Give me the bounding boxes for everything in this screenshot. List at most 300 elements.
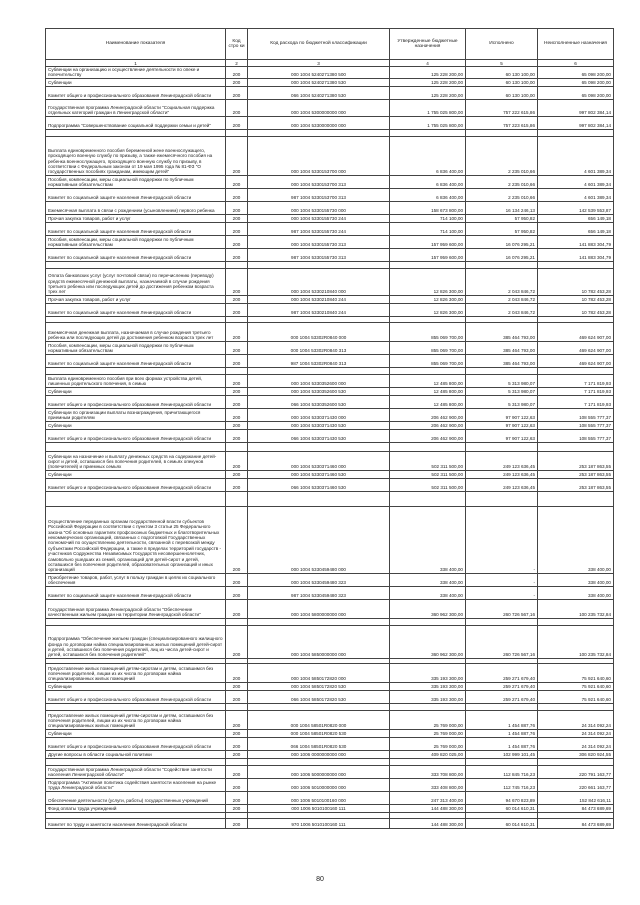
row-unexecuted-amount: 10 782 453,28 [538, 295, 614, 303]
row-unexecuted-amount: 10 782 453,28 [538, 268, 614, 295]
row-name: Комитет по труду и занятости населения Ленинградской области [46, 818, 226, 828]
table-row [46, 136, 614, 175]
row-unexecuted-amount [538, 491, 614, 506]
row-name: Комитет общего и профессионального образования Ленинградской области [46, 690, 226, 703]
table-row [46, 201, 614, 214]
row-classification-code: 987 1004 5330155730 244 [248, 222, 390, 235]
row-classification-code: 000 1004 58501R0820 000 [248, 710, 390, 729]
row-unexecuted-amount [538, 703, 614, 710]
row-name: Субвенции [46, 78, 226, 86]
row-name: Комитет по социальной защите населения Ленинградской области [46, 248, 226, 261]
row-approved-amount: 502 311 500,00 [390, 451, 466, 470]
budget-execution-table [45, 28, 614, 829]
row-name: Комитет общего и профессионального образования Ленинградской области [46, 737, 226, 750]
row-unexecuted-amount: 142 539 553,87 [538, 201, 614, 214]
row-executed-amount: 259 271 679,40 [466, 663, 538, 682]
row-unexecuted-amount: 4 601 389,34 [538, 175, 614, 188]
row-approved-amount: 157 959 600,00 [390, 248, 466, 261]
row-unexecuted-amount: 253 187 863,55 [538, 470, 614, 478]
row-name: Комитет по социальной защите населения Ленинградской области [46, 222, 226, 235]
row-name: Осуществление переданных органам государственной власти субъектов Российской Федерации в соответствии с пунктом 3 статьи 25 Федерального закона "Об основных гарантиях профсоюзных бюджетных и благотворительных некоммерческих организаций, связанных с подготовкой Государственных полномочий по осуществлению деятельности, связанной с перевозкой между субъектами Российской Федерации, а также в пределах территорий государств - участников Содружества Независимых Государств несовершеннолетних, самовольно ушедших из семей, организаций для детей-сирот и детей, оставшихся без попечения родителей, образовательных организаций и иных организаций [46, 506, 226, 573]
table-row [46, 765, 614, 778]
row-classification-code: 066 1004 5330371460 530 [248, 478, 390, 491]
row-executed-amount [466, 703, 538, 710]
row-approved-amount: 338 400,00 [390, 573, 466, 586]
row-approved-amount: 333 708 800,00 [390, 765, 466, 778]
row-line-code: 200 [226, 86, 248, 99]
row-unexecuted-amount: 253 187 863,55 [538, 478, 614, 491]
table-row [46, 573, 614, 586]
row-approved-amount: 855 069 700,00 [390, 354, 466, 367]
row-line-code: 200 [226, 214, 248, 222]
row-classification-code [248, 703, 390, 710]
table-row [46, 758, 614, 765]
table-row [46, 618, 614, 625]
row-approved-amount [390, 261, 466, 268]
row-executed-amount: 97 907 122,63 [466, 408, 538, 421]
table-row [46, 491, 614, 506]
row-name: Предоставление жилых помещений детям-сиротам и детям, оставшимся без попечения родителей, лицам из их числа по договорам найма специализированных жилых помещений [46, 710, 226, 729]
table-row [46, 99, 614, 116]
row-classification-code [248, 367, 390, 374]
row-classification-code: 000 1004 53302R0840 313 [248, 341, 390, 354]
row-name [46, 367, 226, 374]
row-name: Субвенции по организации выплаты вознаграждения, причитающегося приемным родителям [46, 408, 226, 421]
table-header-row [46, 29, 614, 60]
row-executed-amount: 60 014 610,31 [466, 818, 538, 828]
row-classification-code: 000 1004 5330155730 313 [248, 235, 390, 248]
row-unexecuted-amount: 656 149,18 [538, 222, 614, 235]
table-row [46, 421, 614, 429]
row-approved-amount: 12 826 300,00 [390, 303, 466, 316]
row-classification-code: 000 1004 5330155730 000 [248, 201, 390, 214]
row-name [46, 261, 226, 268]
row-executed-amount: 249 123 636,45 [466, 470, 538, 478]
table-row [46, 663, 614, 682]
row-executed-amount: 1 454 887,76 [466, 737, 538, 750]
row-unexecuted-amount: 75 921 640,60 [538, 690, 614, 703]
row-line-code: 200 [226, 116, 248, 129]
row-line-code: 200 [226, 67, 248, 79]
row-name: Выплата единовременного пособия при всех формах устройства детей, лишенных родительского попечения, в семью [46, 374, 226, 387]
row-executed-amount: 112 845 716,23 [466, 765, 538, 778]
row-line-code: 200 [226, 429, 248, 442]
row-classification-code: 000 1006 5000000000 000 [248, 765, 390, 778]
row-unexecuted-amount [538, 261, 614, 268]
row-executed-amount: 102 999 101,45 [466, 750, 538, 758]
row-line-code: 200 [226, 421, 248, 429]
row-classification-code: 000 1006 5010000000 000 [248, 778, 390, 791]
row-executed-amount: 2 043 846,72 [466, 303, 538, 316]
row-executed-amount: 1 454 887,76 [466, 710, 538, 729]
row-unexecuted-amount: 4 601 389,34 [538, 136, 614, 175]
row-unexecuted-amount: 24 314 092,24 [538, 737, 614, 750]
row-line-code: 200 [226, 451, 248, 470]
table-row [46, 129, 614, 136]
row-unexecuted-amount: 469 624 907,00 [538, 354, 614, 367]
row-approved-amount: 12 485 800,00 [390, 395, 466, 408]
row-name [46, 129, 226, 136]
row-line-code: 200 [226, 322, 248, 341]
row-unexecuted-amount: 108 555 777,37 [538, 408, 614, 421]
row-approved-amount: 1 755 025 800,00 [390, 99, 466, 116]
row-approved-amount: 6 836 400,00 [390, 136, 466, 175]
row-unexecuted-amount: 7 171 819,93 [538, 374, 614, 387]
row-approved-amount: 12 826 300,00 [390, 268, 466, 295]
row-approved-amount: 206 462 900,00 [390, 408, 466, 421]
table-row [46, 791, 614, 804]
table-row [46, 586, 614, 599]
row-approved-amount: 855 069 700,00 [390, 322, 466, 341]
row-name: Комитет общего и профессионального образования Ленинградской области [46, 478, 226, 491]
row-executed-amount [466, 758, 538, 765]
row-unexecuted-amount [538, 758, 614, 765]
row-executed-amount: 112 745 716,23 [466, 778, 538, 791]
row-line-code [226, 618, 248, 625]
row-line-code: 200 [226, 136, 248, 175]
table-row [46, 451, 614, 470]
row-classification-code [248, 491, 390, 506]
row-classification-code: 987 1004 5330153700 313 [248, 188, 390, 201]
row-approved-amount: 144 488 300,00 [390, 818, 466, 828]
row-line-code: 200 [226, 625, 248, 658]
row-executed-amount [466, 442, 538, 451]
table-row [46, 750, 614, 758]
row-executed-amount: 60 014 610,31 [466, 804, 538, 812]
row-executed-amount: 249 123 636,45 [466, 451, 538, 470]
row-executed-amount: 259 271 679,40 [466, 682, 538, 690]
row-executed-amount: 757 223 615,86 [466, 116, 538, 129]
table-row [46, 408, 614, 421]
row-approved-amount: 12 485 800,00 [390, 387, 466, 395]
row-unexecuted-amount: 141 883 304,79 [538, 248, 614, 261]
table-row [46, 818, 614, 828]
row-name: Государственная программа Ленинградской области "Обеспечение качественным жильем граждан на территории Ленинградской области" [46, 599, 226, 618]
row-line-code [226, 703, 248, 710]
row-classification-code: 066 1004 5850172820 530 [248, 690, 390, 703]
row-executed-amount: 1 454 887,76 [466, 729, 538, 737]
row-classification-code: 987 1004 5330459480 323 [248, 586, 390, 599]
column-number: 6 [538, 60, 614, 67]
row-classification-code: 000 1004 5850172820 530 [248, 682, 390, 690]
row-line-code: 200 [226, 222, 248, 235]
row-line-code: 200 [226, 573, 248, 586]
row-name: Оплата банковских услуг (услуг почтовой связи) по перечислению (переводу) средств ежемесячной денежной выплаты, назначаемой в случае рождения третьего ребенка или последующих детей до достижения ребенком возраста трех лет [46, 268, 226, 295]
row-line-code: 200 [226, 268, 248, 295]
row-line-code: 200 [226, 750, 248, 758]
table-row [46, 729, 614, 737]
table-row [46, 116, 614, 129]
row-unexecuted-amount: 84 473 689,69 [538, 804, 614, 812]
page-number: 80 [316, 876, 324, 883]
row-name: Пособия, компенсации, меры социальной поддержки по публичным нормативным обязательствам [46, 341, 226, 354]
row-approved-amount: 1 755 025 800,00 [390, 116, 466, 129]
row-name [46, 442, 226, 451]
row-unexecuted-amount: 220 661 163,77 [538, 778, 614, 791]
row-line-code: 200 [226, 354, 248, 367]
row-line-code: 200 [226, 710, 248, 729]
row-line-code [226, 261, 248, 268]
row-approved-amount: 12 826 300,00 [390, 295, 466, 303]
column-number: 4 [390, 60, 466, 67]
row-line-code: 200 [226, 804, 248, 812]
table-row [46, 599, 614, 618]
row-executed-amount: 5 313 980,07 [466, 395, 538, 408]
row-name: Государственная программа Ленинградской области "Социальная поддержка отдельных категорий граждан в Ленинградской области" [46, 99, 226, 116]
row-line-code [226, 129, 248, 136]
row-name: Прочая закупка товаров, работ и услуг [46, 295, 226, 303]
row-classification-code: 000 1004 5330210840 244 [248, 295, 390, 303]
row-line-code: 200 [226, 99, 248, 116]
row-classification-code: 000 1004 5850172820 000 [248, 663, 390, 682]
row-classification-code: 066 1004 58501R0820 530 [248, 737, 390, 750]
row-executed-amount [466, 129, 538, 136]
row-unexecuted-amount [538, 618, 614, 625]
row-name: Фонд оплаты труда учреждений [46, 804, 226, 812]
row-executed-amount: 60 130 100,00 [466, 67, 538, 79]
row-approved-amount: 502 311 500,00 [390, 470, 466, 478]
row-line-code: 200 [226, 201, 248, 214]
row-approved-amount: 157 959 600,00 [390, 235, 466, 248]
table-row [46, 67, 614, 79]
row-name: Субвенции на организацию и осуществление деятельности по опеке и попечительству [46, 67, 226, 79]
row-executed-amount: 2 043 846,72 [466, 268, 538, 295]
row-classification-code: 000 1004 5330371430 530 [248, 421, 390, 429]
row-line-code: 200 [226, 470, 248, 478]
row-unexecuted-amount: 100 235 732,84 [538, 625, 614, 658]
row-executed-amount: 60 130 100,00 [466, 86, 538, 99]
row-unexecuted-amount: 24 314 092,24 [538, 710, 614, 729]
row-approved-amount: 25 769 000,00 [390, 729, 466, 737]
row-unexecuted-amount: 338 400,00 [538, 506, 614, 573]
row-name: Комитет по социальной защите населения Ленинградской области [46, 303, 226, 316]
table-row [46, 470, 614, 478]
row-classification-code [248, 618, 390, 625]
row-approved-amount: 125 228 200,00 [390, 67, 466, 79]
row-classification-code: 000 1004 5330371460 000 [248, 451, 390, 470]
row-unexecuted-amount: 75 921 640,60 [538, 663, 614, 682]
table-row [46, 322, 614, 341]
row-executed-amount: 757 222 615,86 [466, 99, 538, 116]
row-executed-amount: 385 464 793,00 [466, 322, 538, 341]
table-row [46, 374, 614, 387]
row-line-code [226, 442, 248, 451]
row-classification-code: 000 1004 53302R0840 000 [248, 322, 390, 341]
row-line-code: 200 [226, 599, 248, 618]
column-number: 5 [466, 60, 538, 67]
row-executed-amount: 97 907 122,63 [466, 421, 538, 429]
row-unexecuted-amount: 65 098 200,00 [538, 78, 614, 86]
row-unexecuted-amount: 7 171 819,93 [538, 395, 614, 408]
header-line-code: Код стро ки [226, 29, 248, 60]
row-name: Комитет общего и профессионального образования Ленинградской области [46, 395, 226, 408]
row-approved-amount: 25 769 000,00 [390, 710, 466, 729]
row-classification-code: 000 1006 0000000000 000 [248, 750, 390, 758]
row-approved-amount: 714 100,00 [390, 222, 466, 235]
row-approved-amount: 409 820 025,00 [390, 750, 466, 758]
row-executed-amount: 2 235 010,66 [466, 188, 538, 201]
row-approved-amount [390, 129, 466, 136]
row-classification-code: 066 1004 5240271380 530 [248, 86, 390, 99]
row-name: Подпрограмма "Совершенствование социальной поддержки семьи и детей" [46, 116, 226, 129]
row-classification-code: 000 1004 5240271380 500 [248, 67, 390, 79]
row-approved-amount [390, 703, 466, 710]
row-approved-amount: 6 836 400,00 [390, 175, 466, 188]
header-approved: Утвержденные бюджетные назначения [390, 29, 466, 60]
row-name: Пособия, компенсации, меры социальной поддержки по публичным нормативным обязательствам [46, 175, 226, 188]
row-classification-code: 000 1004 5330459480 000 [248, 506, 390, 573]
row-unexecuted-amount: 152 842 616,11 [538, 791, 614, 804]
row-classification-code [248, 129, 390, 136]
row-approved-amount: 338 400,00 [390, 506, 466, 573]
row-name: Государственная программа Ленинградской области "Содействие занятости населения Ленинградской области" [46, 765, 226, 778]
row-approved-amount: 714 100,00 [390, 214, 466, 222]
row-classification-code: 000 1004 5330000000 000 [248, 116, 390, 129]
row-unexecuted-amount: 7 171 819,93 [538, 387, 614, 395]
row-line-code: 200 [226, 235, 248, 248]
row-executed-amount [466, 261, 538, 268]
row-classification-code: 000 1004 5330352600 530 [248, 387, 390, 395]
row-line-code: 200 [226, 78, 248, 86]
row-line-code: 200 [226, 387, 248, 395]
table-row [46, 86, 614, 99]
table-row [46, 354, 614, 367]
row-name: Приобретение товаров, работ, услуг в пользу граждан в целях их социального обеспечения [46, 573, 226, 586]
row-unexecuted-amount: 220 791 163,77 [538, 765, 614, 778]
row-unexecuted-amount: 997 802 384,14 [538, 116, 614, 129]
row-approved-amount: 25 769 000,00 [390, 737, 466, 750]
row-name: Обеспечение деятельности (услуги, работы) государственных учреждений [46, 791, 226, 804]
row-approved-amount: 502 311 500,00 [390, 478, 466, 491]
row-approved-amount [390, 758, 466, 765]
row-classification-code: 000 1004 5330155730 244 [248, 214, 390, 222]
row-unexecuted-amount: 253 187 863,55 [538, 451, 614, 470]
table-row [46, 295, 614, 303]
row-unexecuted-amount: 4 601 389,34 [538, 188, 614, 201]
row-name [46, 491, 226, 506]
row-line-code: 200 [226, 586, 248, 599]
row-classification-code: 000 1004 5330371430 000 [248, 408, 390, 421]
row-name: Субвенции [46, 729, 226, 737]
row-unexecuted-amount [538, 367, 614, 374]
row-unexecuted-amount [538, 129, 614, 136]
row-approved-amount: 144 488 300,00 [390, 804, 466, 812]
row-executed-amount: 16 076 295,21 [466, 248, 538, 261]
column-number: 1 [46, 60, 226, 67]
row-line-code: 200 [226, 341, 248, 354]
row-unexecuted-amount: 84 473 689,69 [538, 818, 614, 828]
row-classification-code: 000 1006 5010100160 111 [248, 804, 390, 812]
row-classification-code: 987 1004 5330155730 313 [248, 248, 390, 261]
row-approved-amount [390, 491, 466, 506]
row-name: Предоставление жилых помещений детям-сиротам и детям, оставшимся без попечения родителей, лицам из их числа по договорам найма специализированных жилых помещений [46, 663, 226, 682]
row-name: Комитет общего и профессионального образования Ленинградской области [46, 86, 226, 99]
row-executed-amount: 385 464 793,00 [466, 354, 538, 367]
row-executed-amount: 259 271 679,40 [466, 690, 538, 703]
table-row [46, 778, 614, 791]
row-approved-amount [390, 367, 466, 374]
row-executed-amount: 5 313 980,07 [466, 387, 538, 395]
row-executed-amount [466, 618, 538, 625]
row-line-code: 200 [226, 408, 248, 421]
table-row [46, 188, 614, 201]
row-approved-amount: 206 462 900,00 [390, 429, 466, 442]
row-unexecuted-amount: 108 555 777,37 [538, 421, 614, 429]
row-name: Подпрограмма "Активная политика содействия занятости населения на рынке труда Ленинградской области" [46, 778, 226, 791]
row-approved-amount: 125 228 200,00 [390, 86, 466, 99]
row-executed-amount: 60 130 100,00 [466, 78, 538, 86]
table-row [46, 268, 614, 295]
row-line-code: 200 [226, 374, 248, 387]
column-number: 2 [226, 60, 248, 67]
table-row [46, 429, 614, 442]
row-unexecuted-amount: 656 149,18 [538, 214, 614, 222]
column-number: 3 [248, 60, 390, 67]
row-line-code: 200 [226, 765, 248, 778]
table-row [46, 387, 614, 395]
table-row [46, 261, 614, 268]
row-name: Комитет по социальной защите населения Ленинградской области [46, 188, 226, 201]
row-approved-amount: 125 228 200,00 [390, 78, 466, 86]
table-row [46, 367, 614, 374]
table-row [46, 303, 614, 316]
table-row [46, 625, 614, 658]
row-classification-code: 000 1004 5330153700 000 [248, 136, 390, 175]
row-name: Ежемесячная выплата в связи с рождением (усыновлением) первого ребенка [46, 201, 226, 214]
row-line-code [226, 491, 248, 506]
row-approved-amount: 12 485 800,00 [390, 374, 466, 387]
row-classification-code: 000 1004 5850000000 000 [248, 625, 390, 658]
row-classification-code: 000 1004 5330210840 000 [248, 268, 390, 295]
row-unexecuted-amount: 469 624 907,00 [538, 322, 614, 341]
row-line-code: 200 [226, 778, 248, 791]
row-classification-code [248, 758, 390, 765]
row-unexecuted-amount: 65 098 200,00 [538, 67, 614, 79]
row-line-code: 200 [226, 295, 248, 303]
table-row [46, 78, 614, 86]
row-line-code: 200 [226, 682, 248, 690]
row-unexecuted-amount: 469 624 907,00 [538, 341, 614, 354]
row-unexecuted-amount: 141 883 304,79 [538, 235, 614, 248]
row-line-code: 200 [226, 791, 248, 804]
row-executed-amount: 249 123 636,45 [466, 478, 538, 491]
row-executed-amount: 260 726 567,16 [466, 625, 538, 658]
row-line-code: 200 [226, 188, 248, 201]
row-line-code: 200 [226, 737, 248, 750]
row-line-code: 200 [226, 729, 248, 737]
row-line-code: 200 [226, 175, 248, 188]
row-classification-code: 987 1004 5330210840 244 [248, 303, 390, 316]
table-row [46, 175, 614, 188]
column-number-row [46, 60, 614, 67]
header-budget-classification: Код расхода по бюджетной классификации [248, 29, 390, 60]
row-classification-code: 000 1004 5240271380 530 [248, 78, 390, 86]
row-classification-code: 000 1004 5330459480 323 [248, 573, 390, 586]
row-line-code: 200 [226, 690, 248, 703]
row-name [46, 618, 226, 625]
row-line-code [226, 758, 248, 765]
row-classification-code: 000 1004 5330371460 530 [248, 470, 390, 478]
row-executed-amount: 57 950,82 [466, 222, 538, 235]
row-classification-code: 066 1004 5330352600 530 [248, 395, 390, 408]
row-approved-amount: 855 069 700,00 [390, 341, 466, 354]
row-name: Выплата единовременного пособия беременной жене военнослужащего, проходящего военную службу по призыву, а также ежемесячного пособия на ребенка военнослужащего, проходящего военную службу по призыву, в соответствии с Федеральным законом от 19 мая 1995 года № 81-ФЗ "О государственных пособиях гражданам, имеющим детей" [46, 136, 226, 175]
row-unexecuted-amount: 306 820 924,55 [538, 750, 614, 758]
row-executed-amount [466, 367, 538, 374]
row-line-code: 200 [226, 478, 248, 491]
row-executed-amount: - [466, 586, 538, 599]
table-row [46, 478, 614, 491]
